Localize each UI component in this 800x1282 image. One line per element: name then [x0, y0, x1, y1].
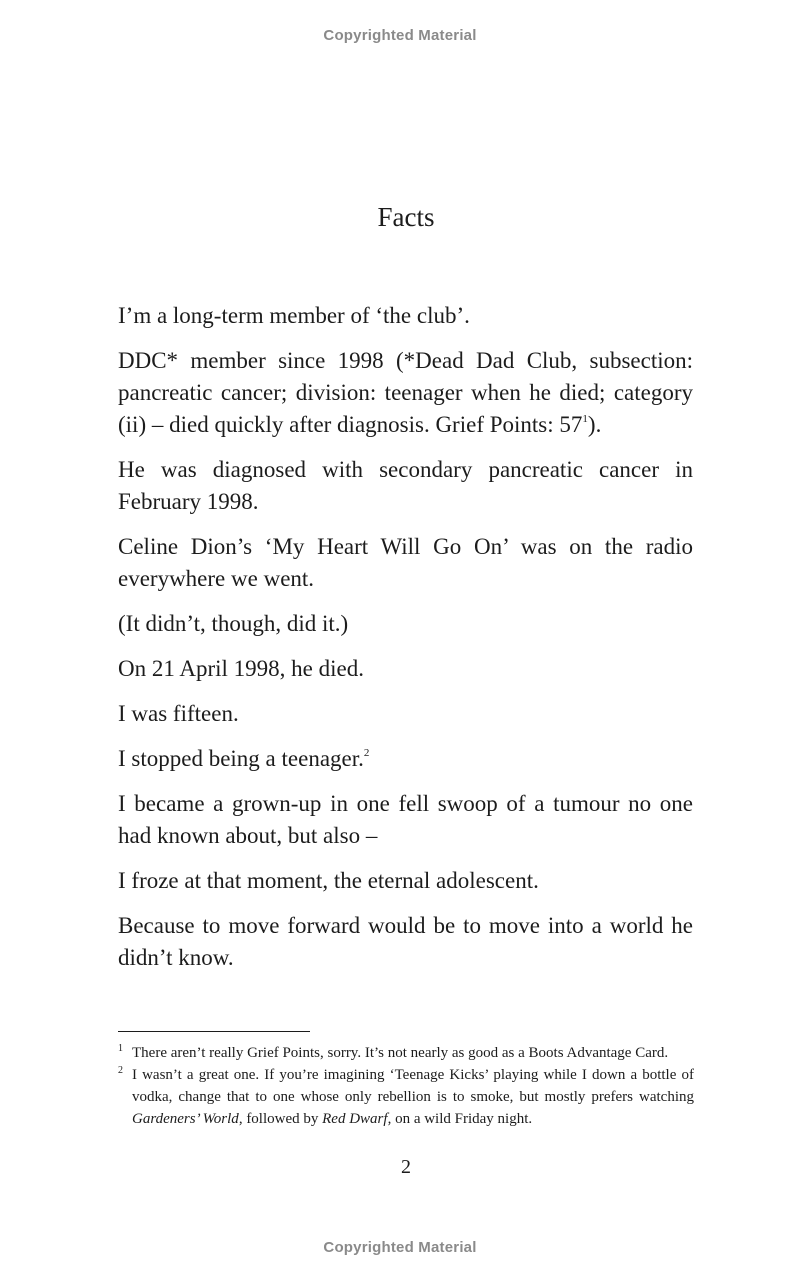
footnote-title-italic: Red Dwarf: [322, 1111, 388, 1127]
paragraph: (It didn’t, though, did it.): [118, 611, 349, 636]
paragraph-text-tail: ).: [587, 412, 602, 437]
footnote-text: There aren’t really Grief Points, sorry. It’s not nearly as good as a Boots Advantage Card.: [132, 1045, 669, 1061]
footnote-number: 2: [118, 1065, 123, 1076]
paragraph: I became a grown-up in one fell swoop of a tumour no one had known about, but also –: [118, 791, 693, 848]
paragraph: [118, 345, 693, 441]
footnote-divider: [118, 1031, 310, 1032]
chapter-title: Facts: [377, 202, 435, 232]
footnote-text: , on a wild Friday night.: [387, 1111, 533, 1127]
footnote: [118, 1064, 694, 1130]
copyright-watermark-bottom: Copyrighted Material: [323, 1239, 477, 1256]
page-number: 2: [401, 1156, 411, 1178]
paragraph: I was fifteen.: [118, 701, 239, 726]
paragraph: I froze at that moment, the eternal adolescent.: [118, 868, 539, 893]
footnote-title-italic: Gardeners’ World: [132, 1111, 239, 1127]
footnote-ref[interactable]: 1: [582, 413, 588, 426]
body-text: [118, 300, 693, 987]
paragraph: On 21 April 1998, he died.: [118, 656, 364, 681]
paragraph-text: DDC* member since 1998 (*Dead Dad Club, subsection: pancreatic cancer; division: teenager when he died; category (ii) – died quickly after diagnosis. Grief Points: 57: [118, 348, 693, 437]
paragraph: I’m a long-term member of ‘the club’.: [118, 303, 470, 328]
paragraph-text: I stopped being a teenager.: [118, 746, 364, 771]
copyright-watermark-top: Copyrighted Material: [323, 27, 477, 44]
footnote-number: 1: [118, 1043, 123, 1054]
footnote-text: , followed by: [238, 1111, 323, 1127]
paragraph: He was diagnosed with secondary pancreatic cancer in February 1998.: [118, 457, 693, 514]
footnote-text: I wasn’t a great one. If you’re imagining ‘Teenage Kicks’ playing while I down a bottle of vodka, change that to one whose only rebellion is to smoke, but mostly prefers watching: [132, 1067, 694, 1105]
footnotes: [118, 1042, 694, 1130]
paragraph: [118, 743, 693, 775]
paragraph: Because to move forward would be to move into a world he didn’t know.: [118, 913, 693, 970]
footnote: [118, 1042, 694, 1064]
footnote-ref[interactable]: 2: [363, 747, 370, 760]
paragraph: Celine Dion’s ‘My Heart Will Go On’ was on the radio everywhere we went.: [118, 534, 693, 591]
